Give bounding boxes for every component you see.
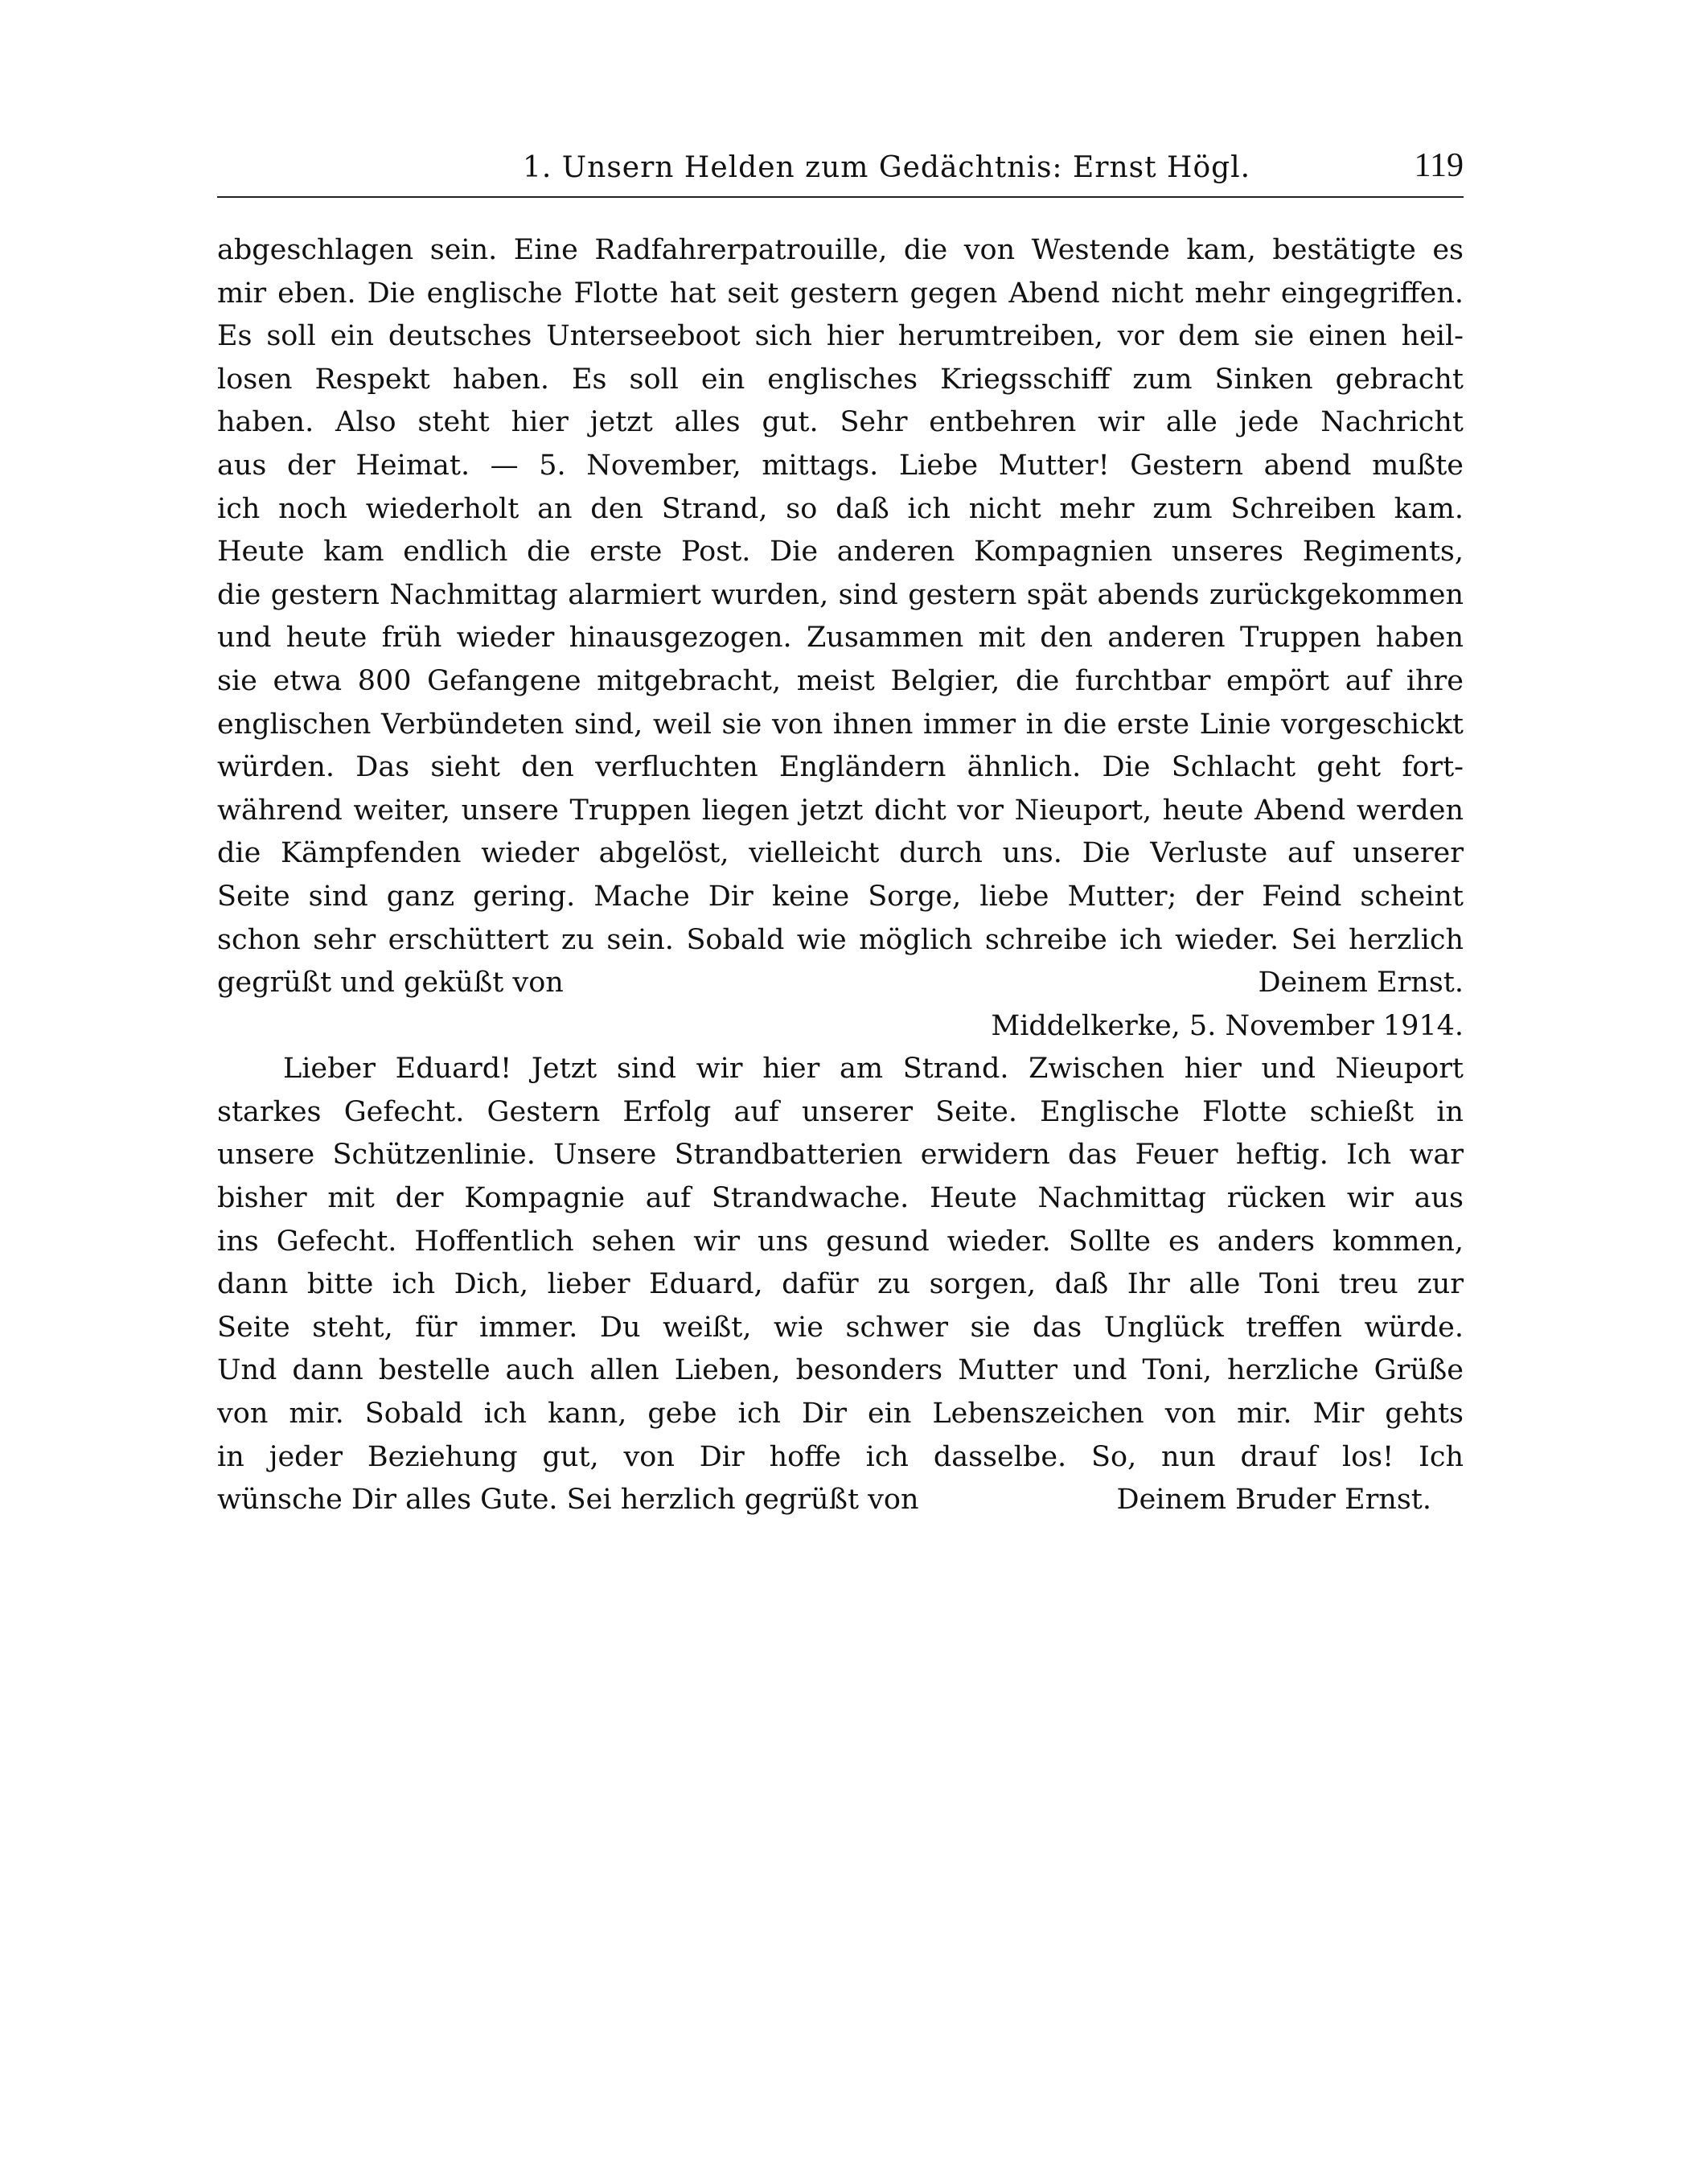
text-line: Heute kam endlich die erste Post. Die anderen Kompagnien unseres Regiments,	[217, 536, 1464, 569]
text-line: sie etwa 800 Gefangene mitgebracht, meist Belgier, die furchtbar empört auf ihre	[217, 664, 1464, 697]
text-line: bisher mit der Kompagnie auf Strandwache. Heute Nachmittag rücken wir aus	[217, 1182, 1464, 1215]
signature: Deinem Ernst.	[1258, 967, 1464, 1000]
text-line: die gestern Nachmittag alarmiert wurden, sind gestern spät abends zurückgekommen	[217, 578, 1464, 611]
text-line: ich noch wiederholt an den Strand, so daß ich nicht mehr zum Schreiben kam.	[217, 492, 1464, 525]
text-line: Lieber Eduard! Jetzt sind wir hier am Strand. Zwischen hier und Nieuport	[283, 1053, 1464, 1086]
place-date: Middelkerke, 5. November 1914.	[991, 1009, 1464, 1042]
page-number: 119	[1414, 147, 1464, 184]
closing-text: wünsche Dir alles Gute. Sei herzlich gegrüßt von	[217, 1484, 919, 1517]
text-line: Und dann bestelle auch allen Lieben, besonders Mutter und Toni, herzliche Grüße	[217, 1354, 1464, 1387]
text-line: und heute früh wieder hinausgezogen. Zusammen mit den anderen Truppen haben	[217, 622, 1464, 655]
text-line: schon sehr erschüttert zu sein. Sobald wie möglich schreibe ich wieder. Sei herzlich	[217, 923, 1464, 956]
text-line: dann bitte ich Dich, lieber Eduard, dafür zu sorgen, daß Ihr alle Toni treu zur	[217, 1268, 1464, 1301]
closing-text: gegrüßt und geküßt von	[217, 967, 564, 1000]
text-line: unsere Schützenlinie. Unsere Strandbatterien erwidern das Feuer heftig. Ich war	[217, 1139, 1464, 1172]
header-title: 1. Unsern Helden zum Gedächtnis: Ernst Högl.	[523, 151, 1251, 184]
letter-closing	[217, 1479, 1464, 1522]
text-line: Seite sind ganz gering. Mache Dir keine Sorge, liebe Mutter; der Feind scheint	[217, 880, 1464, 913]
header-rule	[217, 196, 1464, 198]
running-header	[217, 147, 1464, 193]
text-line: von mir. Sobald ich kann, gebe ich Dir ein Lebenszeichen von mir. Mir gehts	[217, 1398, 1464, 1431]
text-line: mir eben. Die englische Flotte hat seit gestern gegen Abend nicht mehr eingegriffen.	[217, 277, 1464, 310]
letter-closing	[217, 962, 1464, 1005]
text-line: abgeschlagen sein. Eine Radfahrerpatrouille, die von Westende kam, bestätigte es	[217, 234, 1464, 266]
text-line: in jeder Beziehung gut, von Dir hoffe ich dasselbe. So, nun drauf los! Ich	[217, 1440, 1464, 1473]
text-line: englischen Verbündeten sind, weil sie von ihnen immer in die erste Linie vorgeschickt	[217, 708, 1464, 741]
text-line: ins Gefecht. Hoffentlich sehen wir uns gesund wieder. Sollte es anders kommen,	[217, 1225, 1464, 1258]
body-text	[217, 229, 1464, 1522]
text-line: Es soll ein deutsches Unterseeboot sich hier herumtreiben, vor dem sie einen heil-	[217, 320, 1464, 353]
text-line: während weiter, unsere Truppen liegen jetzt dicht vor Nieuport, heute Abend werden	[217, 794, 1464, 827]
text-line: aus der Heimat. — 5. November, mittags. Liebe Mutter! Gestern abend mußte	[217, 449, 1464, 482]
text-line: Seite steht, für immer. Du weißt, wie schwer sie das Unglück treffen würde.	[217, 1311, 1464, 1344]
text-line: haben. Also steht hier jetzt alles gut. Sehr entbehren wir alle jede Nachricht	[217, 406, 1464, 439]
text-line: würden. Das sieht den verfluchten Engländern ähnlich. Die Schlacht geht fort-	[217, 751, 1464, 784]
text-line: starkes Gefecht. Gestern Erfolg auf unserer Seite. Englische Flotte schießt in	[217, 1095, 1464, 1128]
text-line: losen Respekt haben. Es soll ein englisches Kriegsschiff zum Sinken gebracht	[217, 363, 1464, 396]
signature: Deinem Bruder Ernst.	[1116, 1484, 1431, 1517]
text-line: die Kämpfenden wieder abgelöst, vielleicht durch uns. Die Verluste auf unserer	[217, 837, 1464, 870]
